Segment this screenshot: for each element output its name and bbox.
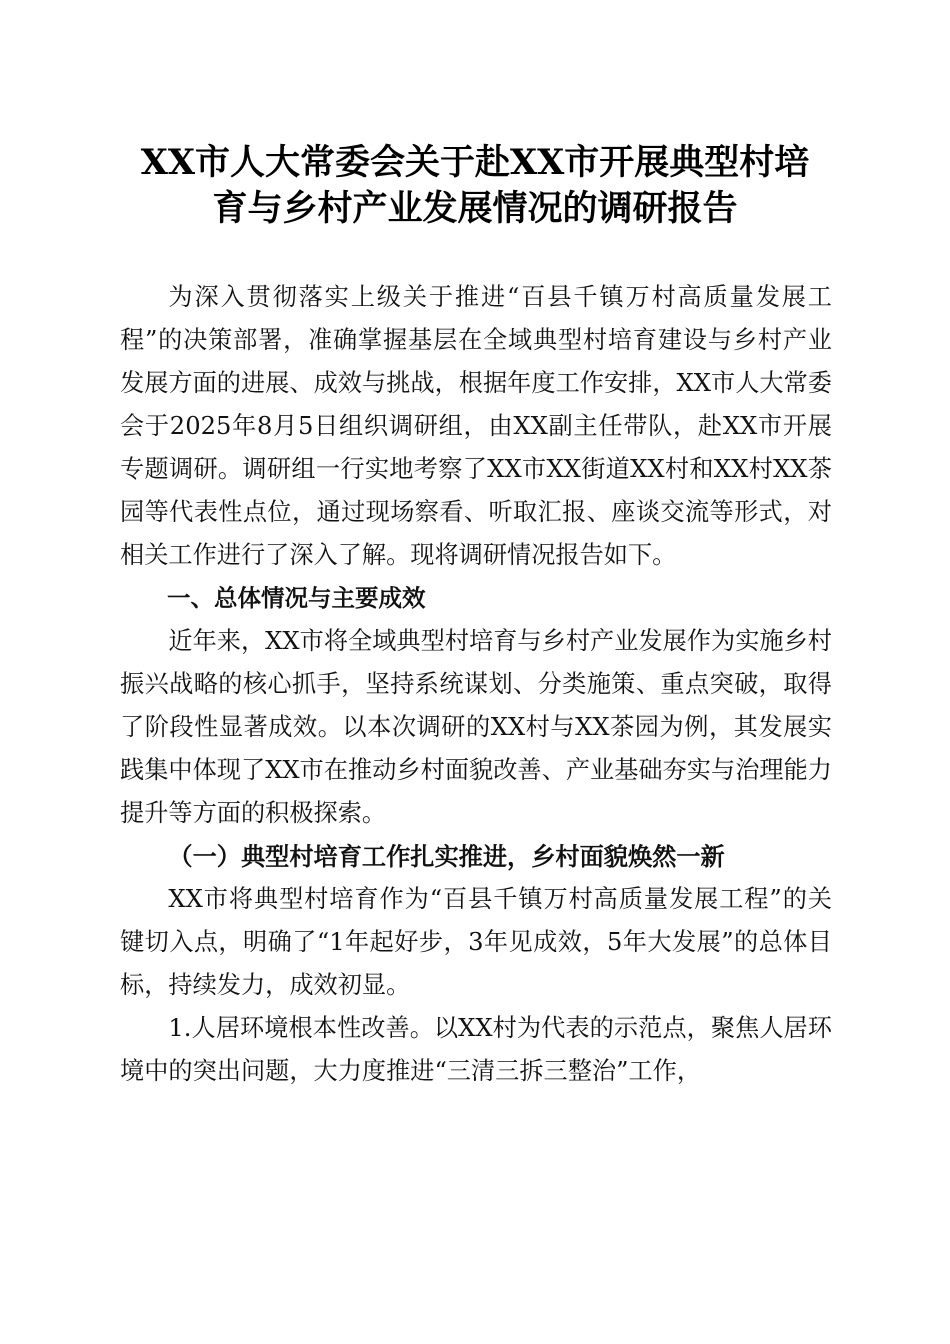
document-title [80,140,870,232]
title-line-1: XX市人大常委会关于赴XX市开展典型村培 [140,142,810,183]
section-1-paragraph: 近年来，XX市将全域典型村培育与乡村产业发展作为实施乡村振兴战略的核心抓手，坚持系统谋划、分类施策、重点突破，取得了阶段性显著成效。以本次调研的XX村与XX茶园为例，其发展实践集中体现了XX市在推动乡村面貌改善、产业基础夯实与治理能力提升等方面的积极探索。 [120,627,832,827]
intro-paragraph: 为深入贯彻落实上级关于推进“百县千镇万村高质量发展工程”的决策部署，准确掌握基层在全域典型村培育建设与乡村产业发展方面的进展、成效与挑战，根据年度工作安排，XX市人大常委会于2025年8月5日组织调研组，由XX副主任带队，赴XX市开展专题调研。调研组一行实地考察了XX市XX街道XX村和XX村XX茶园等代表性点位，通过现场察看、听取汇报、座谈交流等形式，对相关工作进行了深入了解。现将调研情况报告如下。 [120,283,832,569]
item-1-paragraph: 1.人居环境根本性改善。以XX村为代表的示范点，聚焦人居环境中的突出问题，大力度推进“三清三拆三整治”工作， [120,1014,832,1085]
section-heading-1: 一、总体情况与主要成效 [167,584,426,612]
subsection-heading-1: （一）典型村培育工作扎实推进，乡村面貌焕然一新 [168,842,725,871]
subsection-1-paragraph: XX市将典型村培育作为“百县千镇万村高质量发展工程”的关键切入点，明确了“1年起好步，3年见成效，5年大发展”的总体目标，持续发力，成效初显。 [120,885,832,999]
title-line-2: 育与乡村产业发展情况的调研报告 [212,188,738,229]
document-body [120,276,832,1093]
